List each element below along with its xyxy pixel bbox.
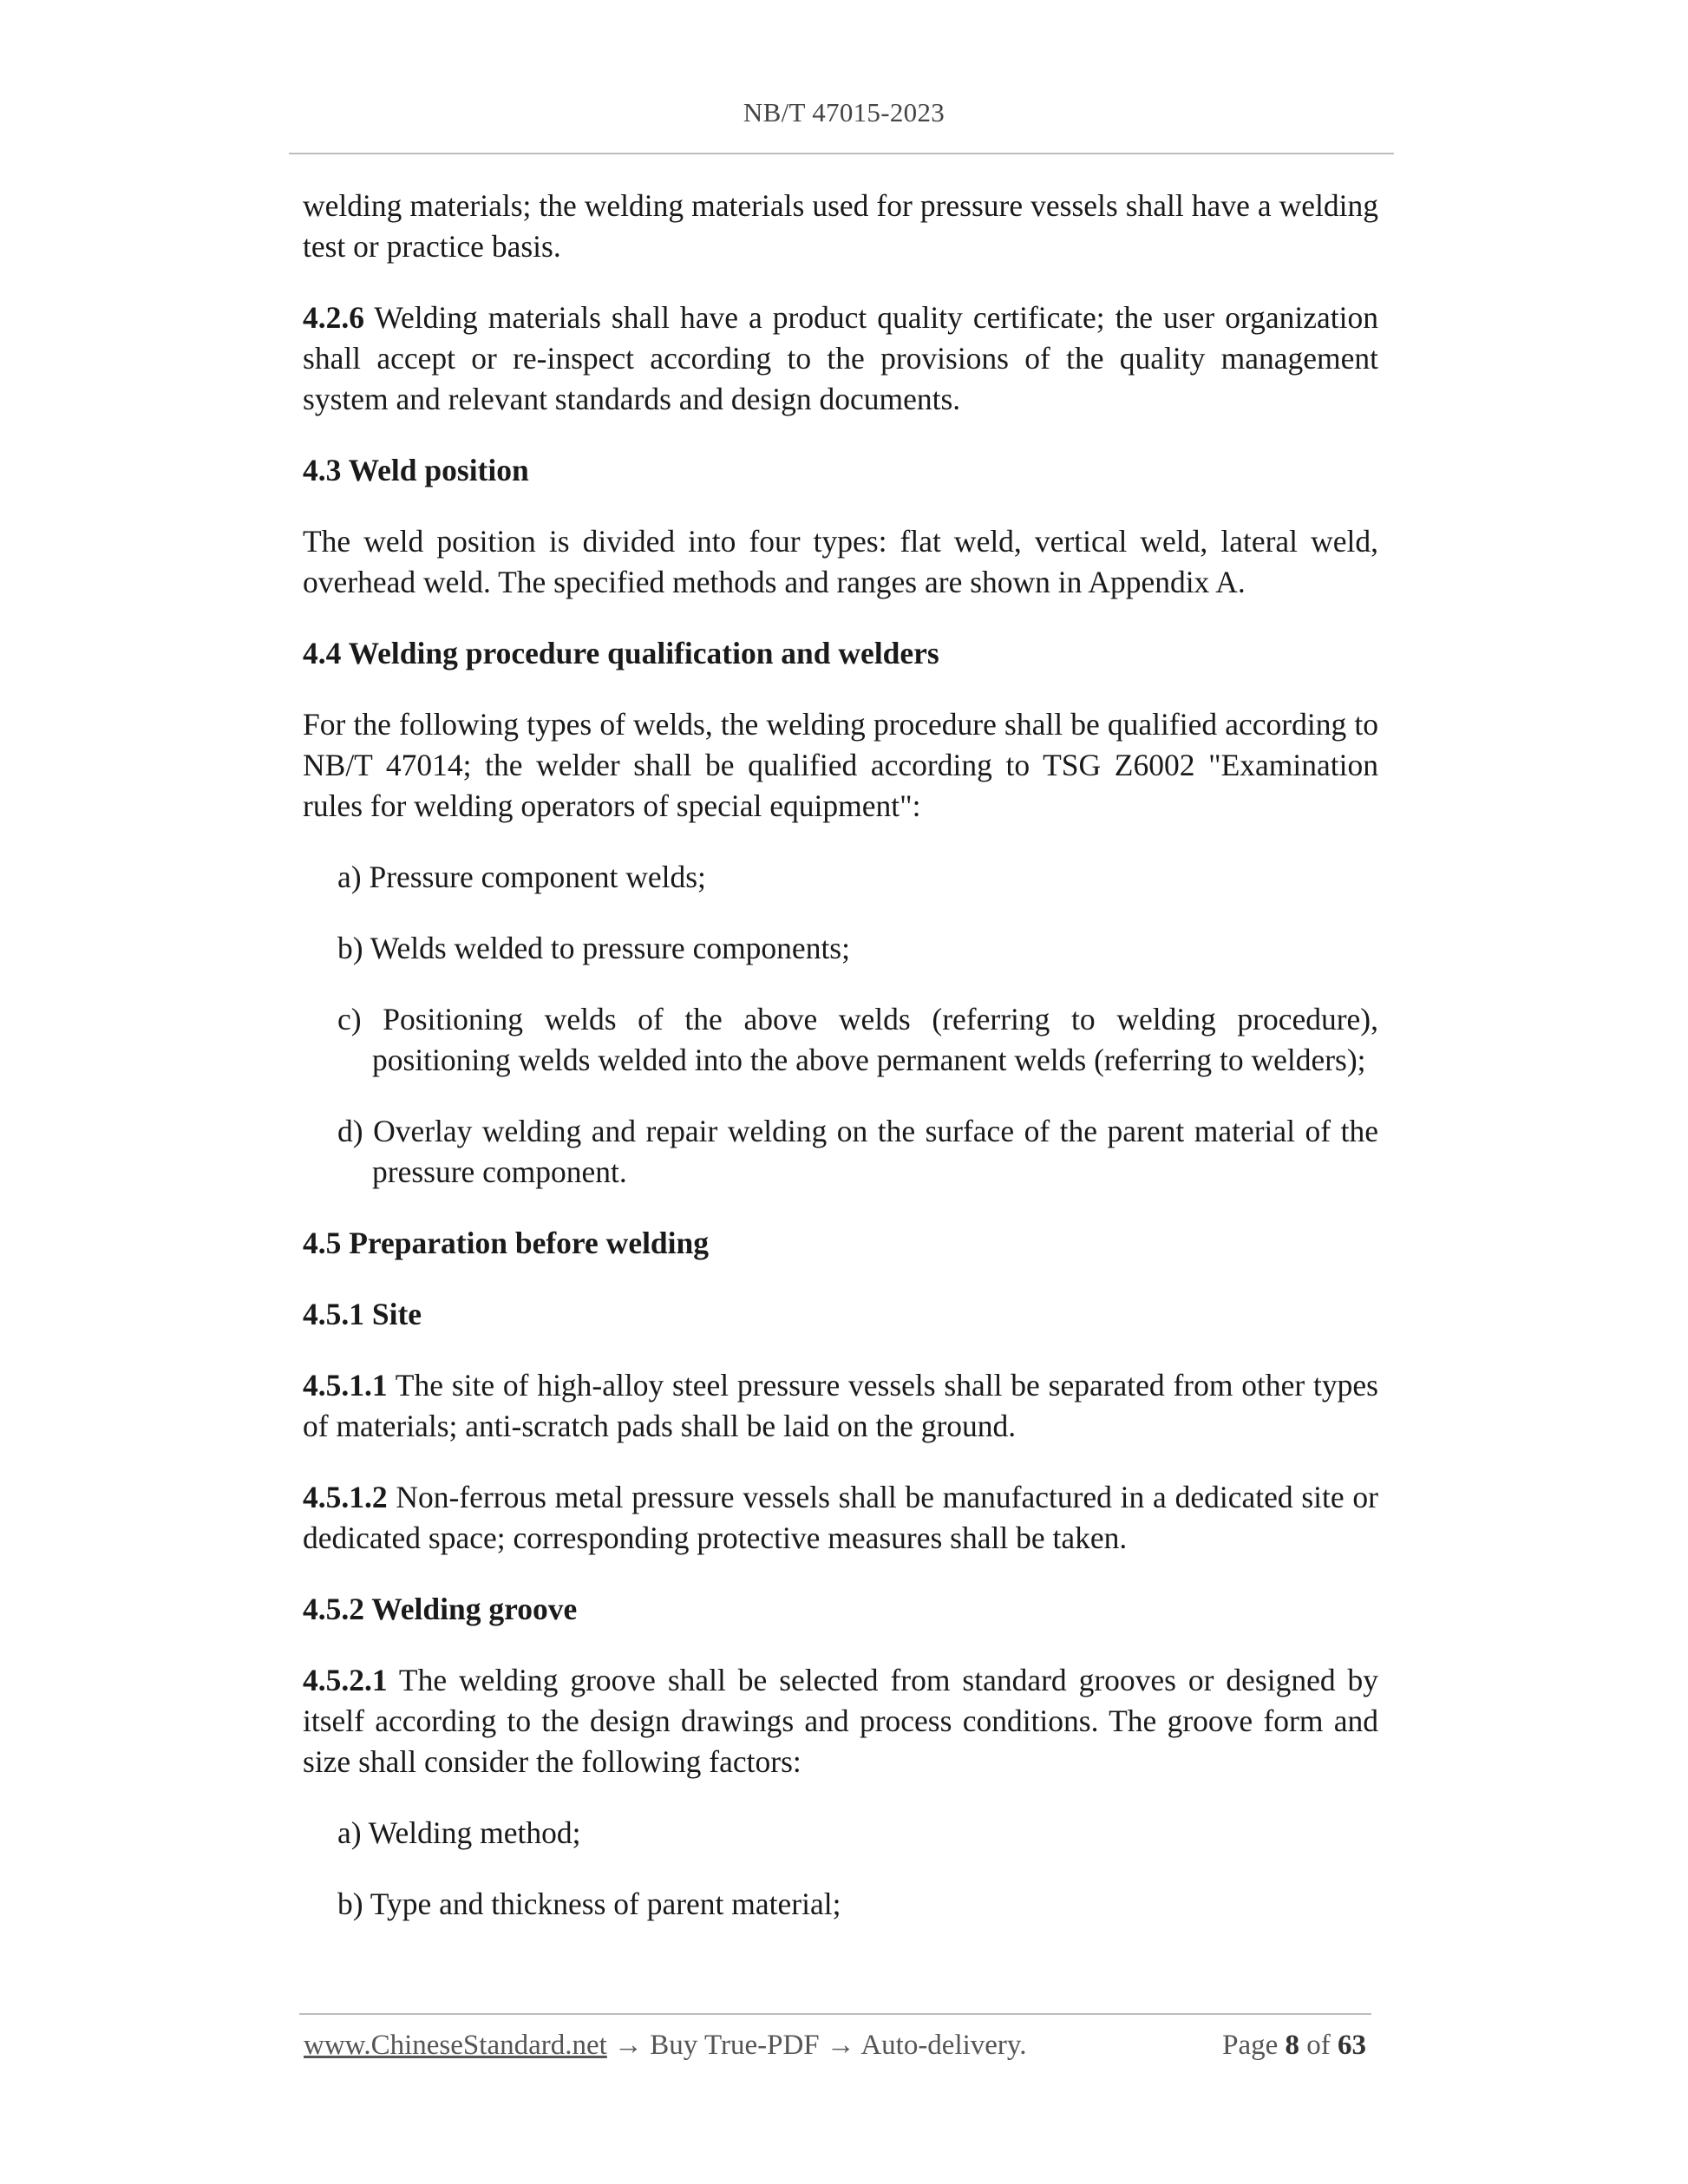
clause-text: The welding groove shall be selected from standard grooves or designed by itself according to the design drawings and process conditions. The groove form and size shall consider the following factors: — [303, 1663, 1378, 1779]
clause-text: Non-ferrous metal pressure vessels shall be manufactured in a dedicated site or dedicated space; corresponding protective measures shall be taken. — [303, 1480, 1378, 1555]
section-heading-4-5-1: 4.5.1 Site — [303, 1297, 422, 1331]
site-link[interactable]: www.ChineseStandard.net — [304, 2030, 607, 2061]
arrow-right-icon: → — [826, 2030, 855, 2061]
list-item: b) Welds welded to pressure components; — [337, 931, 850, 965]
page-label: Page — [1222, 2030, 1279, 2061]
paragraph-4-3: The weld position is divided into four types: flat weld, vertical weld, lateral weld, overhead weld. The specified methods and ranges are shown in Appendix A. — [303, 524, 1378, 599]
list-item: d) Overlay welding and repair welding on the surface of the parent material of the pressure component. — [337, 1114, 1378, 1189]
current-page: 8 — [1285, 2030, 1299, 2061]
page-header: NB/T 47015-2023 — [743, 97, 945, 128]
section-heading-4-3: 4.3 Weld position — [303, 453, 529, 487]
list-item: a) Pressure component welds; — [337, 860, 706, 894]
arrow-right-icon: → — [614, 2030, 644, 2061]
section-heading-4-5-2: 4.5.2 Welding groove — [303, 1592, 578, 1626]
page-footer — [304, 2030, 1366, 2073]
clause-4-5-2-1 — [303, 1660, 1378, 1782]
list-item: b) Type and thickness of parent material; — [337, 1886, 841, 1921]
list-item: c) Positioning welds of the above welds (referring to welding procedure), positioning welds welded into the above permanent welds (referring to welders); — [337, 1002, 1378, 1077]
clause-4-2-6 — [303, 298, 1378, 420]
clause-number: 4.5.1.2 — [303, 1480, 388, 1514]
section-heading-4-5: 4.5 Preparation before welding — [303, 1226, 710, 1260]
clause-number: 4.5.1.1 — [303, 1368, 388, 1403]
paragraph-4-4: For the following types of welds, the welding procedure shall be qualified according to NB/T 47014; the welder shall be qualified according to TSG Z6002 "Examination rules for welding operators of special equipment": — [303, 707, 1378, 823]
clause-text: The site of high-alloy steel pressure vessels shall be separated from other types of materials; anti-scratch pads shall be laid on the ground. — [303, 1368, 1378, 1443]
section-heading-4-4: 4.4 Welding procedure qualification and welders — [303, 636, 939, 670]
paragraph-continuation: welding materials; the welding materials used for pressure vessels shall have a welding test or practice basis. — [303, 188, 1378, 264]
clause-text: Welding materials shall have a product quality certificate; the user organization shall accept or re-inspect according to the provisions of the quality management system and relevant standards and design documents. — [303, 300, 1378, 416]
header-rule — [289, 153, 1394, 154]
delivery-text: Auto-delivery. — [860, 2030, 1027, 2061]
clause-4-5-1-2 — [303, 1477, 1378, 1559]
total-pages: 63 — [1338, 2030, 1366, 2061]
document-body — [303, 186, 1378, 1925]
clause-number: 4.5.2.1 — [303, 1663, 388, 1697]
page-number — [1222, 2030, 1366, 2062]
footer-promo — [304, 2030, 1027, 2062]
list-item: a) Welding method; — [337, 1815, 581, 1850]
buy-pdf-text: Buy True-PDF — [650, 2030, 820, 2061]
clause-number: 4.2.6 — [303, 300, 364, 335]
footer-rule — [299, 2013, 1371, 2015]
clause-4-5-1-1 — [303, 1365, 1378, 1447]
of-label: of — [1306, 2030, 1331, 2061]
